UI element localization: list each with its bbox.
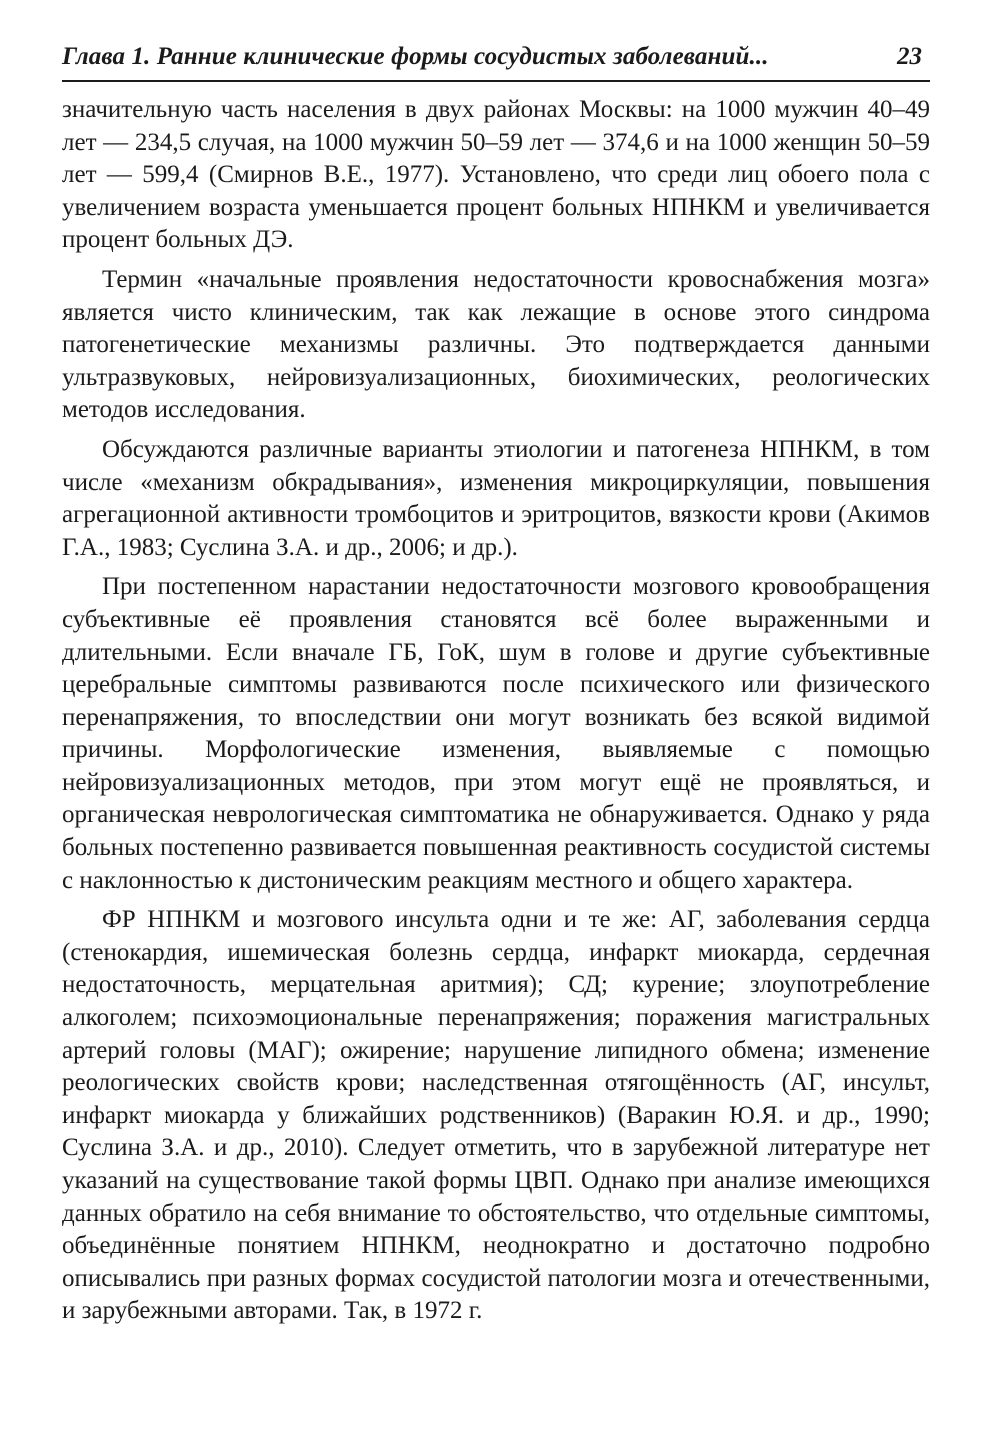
running-header xyxy=(62,40,930,82)
paragraph-continued: значительную часть населения в двух районах Москвы: на 1000 мужчин 40–49 лет — 234,5 случая, на 1000 мужчин 50–59 лет — 374,6 и на 1000 женщин 50–59 лет — 599,4 (Смирнов В.Е., 1977). Установлено, что среди лиц обоего пола с увеличением возраста уменьшается процент больных НПНКМ и увеличивается процент больных ДЭ. xyxy=(62,96,930,254)
paragraph: Обсуждаются различные варианты этиологии и патогенеза НПНКМ, в том числе «механизм обкрадывания», изменения микроциркуляции, повышения агрегационной активности тромбоцитов и эритроцитов, вязкости крови (Акимов Г.А., 1983; Суслина З.А. и др., 2006; и др.). xyxy=(62,435,930,561)
book-page xyxy=(62,40,930,1335)
paragraph: ФР НПНКМ и мозгового инсульта одни и те же: АГ, заболевания сердца (стенокардия, ишемическая болезнь сердца, инфаркт миокарда, сердечная недостаточность, мерцательная аритмия); СД; курение; злоупотребление алкоголем; психоэмоциональные перенапряжения; поражения магистральных артерий головы (МАГ); ожирение; нарушение липидного обмена; изменение реологических свойств крови; наследственная отягощённость (АГ, инсульт, инфаркт миокарда у ближайших родственников) (Варакин Ю.Я. и др., 1990; Суслина З.А. и др., 2010). Следует отметить, что в зарубежной литературе нет указаний на существование такой формы ЦВП. Однако при анализе имеющихся данных обратило на себя внимание то обстоятельство, что отдельные симптомы, объединённые понятием НПНКМ, неоднократно и достаточно подробно описывались при разных формах сосудистой патологии мозга и отечественными, и зарубежными авторами. Так, в 1972 г. xyxy=(62,906,930,1325)
page-number: 23 xyxy=(897,43,922,70)
body-text xyxy=(62,94,930,1328)
paragraph: При постепенном нарастании недостаточности мозгового кровообращения субъективные её проявления становятся всё более выраженными и длительными. Если вначале ГБ, ГоК, шум в голове и другие субъективные церебральные симптомы развиваются после психического или физического перенапряжения, то впоследствии они могут возникать без всякой видимой причины. Морфологические изменения, выявляемые с помощью нейровизуализационных методов, при этом могут ещё не проявляться, и органическая неврологическая симптоматика не обнаруживается. Однако у ряда больных постепенно развивается повышенная реактивность сосудистой системы с наклонностью к дистоническим реакциям местного и общего характера. xyxy=(62,573,930,894)
paragraph: Термин «начальные проявления недостаточности кровоснабжения мозга» является чисто клиническим, так как лежащие в основе этого синдрома патогенетические механизмы различны. Это подтверждается данными ультразвуковых, нейровизуализационных, биохимических, реологических методов исследования. xyxy=(62,265,930,424)
chapter-title: Глава 1. Ранние клинические формы сосудистых заболеваний... xyxy=(62,43,769,70)
